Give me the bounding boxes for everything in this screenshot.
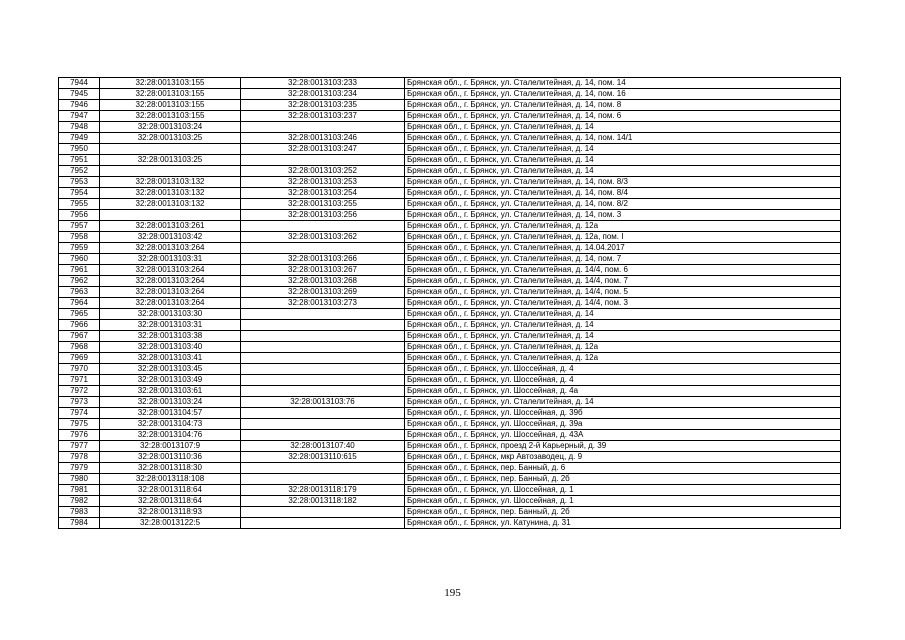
row-number-cell: 7957 — [59, 221, 100, 232]
table-row — [59, 496, 841, 507]
row-number-cell: 7977 — [59, 441, 100, 452]
row-number-cell: 7983 — [59, 507, 100, 518]
address-cell: Брянская обл., г. Брянск, ул. Шоссейная, д. 39а — [405, 419, 841, 430]
cadastral-number-cell: 32:28:0013118:64 — [100, 496, 241, 507]
table-row — [59, 210, 841, 221]
table-body — [59, 78, 841, 529]
row-number-cell: 7984 — [59, 518, 100, 529]
table-row — [59, 485, 841, 496]
row-number-cell: 7976 — [59, 430, 100, 441]
row-number-cell: 7972 — [59, 386, 100, 397]
row-number-cell: 7946 — [59, 100, 100, 111]
cadastral-number-cell: 32:28:0013103:155 — [100, 78, 241, 89]
table-row — [59, 309, 841, 320]
address-cell: Брянская обл., г. Брянск, ул. Шоссейная, д. 4 — [405, 364, 841, 375]
table-row — [59, 100, 841, 111]
address-cell: Брянская обл., г. Брянск, ул. Сталелитейная, д. 14/4, пом. 5 — [405, 287, 841, 298]
address-cell: Брянская обл., г. Брянск, ул. Сталелитейная, д. 12а — [405, 353, 841, 364]
table-row — [59, 375, 841, 386]
cadastral-number-cell: 32:28:0013103:132 — [100, 199, 241, 210]
row-number-cell: 7975 — [59, 419, 100, 430]
related-cadastral-number-cell — [241, 155, 405, 166]
cadastral-number-cell: 32:28:0013103:264 — [100, 243, 241, 254]
address-cell: Брянская обл., г. Брянск, ул. Сталелитейная, д. 14, пом. 7 — [405, 254, 841, 265]
related-cadastral-number-cell — [241, 364, 405, 375]
related-cadastral-number-cell — [241, 386, 405, 397]
row-number-cell: 7945 — [59, 89, 100, 100]
address-cell: Брянская обл., г. Брянск, пер. Банный, д. 2б — [405, 474, 841, 485]
table-row — [59, 89, 841, 100]
table-row — [59, 188, 841, 199]
address-cell: Брянская обл., г. Брянск, ул. Шоссейная, д. 4 — [405, 375, 841, 386]
table-row — [59, 232, 841, 243]
related-cadastral-number-cell: 32:28:0013118:179 — [241, 485, 405, 496]
table-row — [59, 386, 841, 397]
cadastral-number-cell: 32:28:0013103:38 — [100, 331, 241, 342]
table-row — [59, 287, 841, 298]
table-row — [59, 331, 841, 342]
address-cell: Брянская обл., г. Брянск, ул. Сталелитейная, д. 14 — [405, 397, 841, 408]
row-number-cell: 7956 — [59, 210, 100, 221]
related-cadastral-number-cell: 32:28:0013103:247 — [241, 144, 405, 155]
related-cadastral-number-cell: 32:28:0013103:273 — [241, 298, 405, 309]
row-number-cell: 7967 — [59, 331, 100, 342]
address-cell: Брянская обл., г. Брянск, ул. Катунина, д. 31 — [405, 518, 841, 529]
row-number-cell: 7966 — [59, 320, 100, 331]
row-number-cell: 7961 — [59, 265, 100, 276]
related-cadastral-number-cell — [241, 342, 405, 353]
cadastral-number-cell: 32:28:0013122:5 — [100, 518, 241, 529]
cadastral-number-cell: 32:28:0013118:93 — [100, 507, 241, 518]
table-row — [59, 408, 841, 419]
related-cadastral-number-cell: 32:28:0013103:266 — [241, 254, 405, 265]
address-cell: Брянская обл., г. Брянск, ул. Сталелитейная, д. 14 — [405, 144, 841, 155]
row-number-cell: 7964 — [59, 298, 100, 309]
cadastral-number-cell — [100, 210, 241, 221]
address-cell: Брянская обл., г. Брянск, ул. Сталелитейная, д. 14, пом. 3 — [405, 210, 841, 221]
row-number-cell: 7951 — [59, 155, 100, 166]
address-cell: Брянская обл., г. Брянск, ул. Сталелитейная, д. 14, пом. 8 — [405, 100, 841, 111]
cadastral-number-cell: 32:28:0013103:41 — [100, 353, 241, 364]
row-number-cell: 7974 — [59, 408, 100, 419]
row-number-cell: 7960 — [59, 254, 100, 265]
related-cadastral-number-cell — [241, 507, 405, 518]
cadastral-number-cell: 32:28:0013107:9 — [100, 441, 241, 452]
address-cell: Брянская обл., г. Брянск, пер. Банный, д. 2б — [405, 507, 841, 518]
row-number-cell: 7954 — [59, 188, 100, 199]
address-cell: Брянская обл., г. Брянск, ул. Шоссейная, д. 4а — [405, 386, 841, 397]
related-cadastral-number-cell: 32:28:0013118:182 — [241, 496, 405, 507]
cadastral-number-cell: 32:28:0013103:49 — [100, 375, 241, 386]
cadastral-number-cell: 32:28:0013103:24 — [100, 122, 241, 133]
related-cadastral-number-cell: 32:28:0013103:262 — [241, 232, 405, 243]
row-number-cell: 7959 — [59, 243, 100, 254]
cadastral-number-cell: 32:28:0013103:155 — [100, 89, 241, 100]
related-cadastral-number-cell — [241, 474, 405, 485]
row-number-cell: 7968 — [59, 342, 100, 353]
property-registry-table — [58, 77, 841, 529]
cadastral-number-cell — [100, 144, 241, 155]
cadastral-number-cell: 32:28:0013103:155 — [100, 111, 241, 122]
row-number-cell: 7979 — [59, 463, 100, 474]
related-cadastral-number-cell: 32:28:0013103:253 — [241, 177, 405, 188]
cadastral-number-cell: 32:28:0013103:264 — [100, 298, 241, 309]
address-cell: Брянская обл., г. Брянск, ул. Сталелитейная, д. 14/4, пом. 7 — [405, 276, 841, 287]
row-number-cell: 7952 — [59, 166, 100, 177]
cadastral-number-cell: 32:28:0013103:25 — [100, 155, 241, 166]
table-row — [59, 155, 841, 166]
table-row — [59, 353, 841, 364]
table-row — [59, 397, 841, 408]
table-row — [59, 474, 841, 485]
cadastral-number-cell: 32:28:0013103:42 — [100, 232, 241, 243]
row-number-cell: 7947 — [59, 111, 100, 122]
table-row — [59, 122, 841, 133]
address-cell: Брянская обл., г. Брянск, ул. Шоссейная, д. 1 — [405, 496, 841, 507]
address-cell: Брянская обл., г. Брянск, ул. Сталелитейная, д. 14 — [405, 122, 841, 133]
cadastral-number-cell — [100, 166, 241, 177]
address-cell: Брянская обл., г. Брянск, ул. Сталелитейная, д. 14, пом. 8/3 — [405, 177, 841, 188]
related-cadastral-number-cell: 32:28:0013103:237 — [241, 111, 405, 122]
cadastral-number-cell: 32:28:0013104:57 — [100, 408, 241, 419]
table-row — [59, 254, 841, 265]
related-cadastral-number-cell: 32:28:0013103:233 — [241, 78, 405, 89]
cadastral-number-cell: 32:28:0013103:25 — [100, 133, 241, 144]
related-cadastral-number-cell: 32:28:0013103:269 — [241, 287, 405, 298]
address-cell: Брянская обл., г. Брянск, ул. Сталелитейная, д. 14 — [405, 309, 841, 320]
address-cell: Брянская обл., г. Брянск, ул. Сталелитейная, д. 14 — [405, 331, 841, 342]
related-cadastral-number-cell — [241, 309, 405, 320]
table-row — [59, 265, 841, 276]
related-cadastral-number-cell — [241, 408, 405, 419]
related-cadastral-number-cell: 32:28:0013107:40 — [241, 441, 405, 452]
row-number-cell: 7971 — [59, 375, 100, 386]
address-cell: Брянская обл., г. Брянск, пер. Банный, д. 6 — [405, 463, 841, 474]
row-number-cell: 7958 — [59, 232, 100, 243]
related-cadastral-number-cell: 32:28:0013103:246 — [241, 133, 405, 144]
table-row — [59, 276, 841, 287]
cadastral-number-cell: 32:28:0013103:31 — [100, 320, 241, 331]
cadastral-number-cell: 32:28:0013103:264 — [100, 287, 241, 298]
cadastral-number-cell: 32:28:0013103:132 — [100, 177, 241, 188]
table-row — [59, 144, 841, 155]
table-row — [59, 298, 841, 309]
related-cadastral-number-cell: 32:28:0013103:254 — [241, 188, 405, 199]
related-cadastral-number-cell — [241, 430, 405, 441]
cadastral-number-cell: 32:28:0013103:40 — [100, 342, 241, 353]
address-cell: Брянская обл., г. Брянск, ул. Сталелитейная, д. 14 — [405, 166, 841, 177]
table-row — [59, 507, 841, 518]
cadastral-number-cell: 32:28:0013103:132 — [100, 188, 241, 199]
cadastral-number-cell: 32:28:0013118:30 — [100, 463, 241, 474]
table-row — [59, 342, 841, 353]
table-row — [59, 133, 841, 144]
row-number-cell: 7953 — [59, 177, 100, 188]
address-cell: Брянская обл., г. Брянск, ул. Сталелитейная, д. 14/4, пом. 6 — [405, 265, 841, 276]
table-row — [59, 518, 841, 529]
cadastral-number-cell: 32:28:0013103:261 — [100, 221, 241, 232]
table-row — [59, 419, 841, 430]
row-number-cell: 7962 — [59, 276, 100, 287]
address-cell: Брянская обл., г. Брянск, ул. Сталелитейная, д. 14, пом. 14 — [405, 78, 841, 89]
page-number: 195 — [444, 587, 461, 599]
address-cell: Брянская обл., г. Брянск, ул. Сталелитейная, д. 12а — [405, 221, 841, 232]
related-cadastral-number-cell — [241, 243, 405, 254]
address-cell: Брянская обл., г. Брянск, ул. Сталелитейная, д. 12а, пом. I — [405, 232, 841, 243]
related-cadastral-number-cell: 32:28:0013103:255 — [241, 199, 405, 210]
cadastral-number-cell: 32:28:0013103:61 — [100, 386, 241, 397]
row-number-cell: 7949 — [59, 133, 100, 144]
row-number-cell: 7969 — [59, 353, 100, 364]
related-cadastral-number-cell — [241, 463, 405, 474]
row-number-cell: 7963 — [59, 287, 100, 298]
table-row — [59, 78, 841, 89]
address-cell: Брянская обл., г. Брянск, мкр Автозаводец, д. 9 — [405, 452, 841, 463]
related-cadastral-number-cell — [241, 122, 405, 133]
address-cell: Брянская обл., г. Брянск, проезд 2-й Карьерный, д. 39 — [405, 441, 841, 452]
address-cell: Брянская обл., г. Брянск, ул. Сталелитейная, д. 14 — [405, 320, 841, 331]
table-row — [59, 243, 841, 254]
row-number-cell: 7948 — [59, 122, 100, 133]
address-cell: Брянская обл., г. Брянск, ул. Сталелитейная, д. 14, пом. 8/2 — [405, 199, 841, 210]
address-cell: Брянская обл., г. Брянск, ул. Шоссейная, д. 43А — [405, 430, 841, 441]
related-cadastral-number-cell — [241, 419, 405, 430]
address-cell: Брянская обл., г. Брянск, ул. Шоссейная, д. 39б — [405, 408, 841, 419]
related-cadastral-number-cell: 32:28:0013103:252 — [241, 166, 405, 177]
table-row — [59, 441, 841, 452]
related-cadastral-number-cell — [241, 518, 405, 529]
address-cell: Брянская обл., г. Брянск, ул. Сталелитейная, д. 14/4, пом. 3 — [405, 298, 841, 309]
address-cell: Брянская обл., г. Брянск, ул. Шоссейная, д. 1 — [405, 485, 841, 496]
related-cadastral-number-cell: 32:28:0013103:268 — [241, 276, 405, 287]
row-number-cell: 7944 — [59, 78, 100, 89]
cadastral-number-cell: 32:28:0013103:30 — [100, 309, 241, 320]
cadastral-number-cell: 32:28:0013103:155 — [100, 100, 241, 111]
address-cell: Брянская обл., г. Брянск, ул. Сталелитейная, д. 14, пом. 16 — [405, 89, 841, 100]
cadastral-number-cell: 32:28:0013110:36 — [100, 452, 241, 463]
cadastral-number-cell: 32:28:0013103:264 — [100, 265, 241, 276]
cadastral-number-cell: 32:28:0013103:24 — [100, 397, 241, 408]
cadastral-number-cell: 32:28:0013103:264 — [100, 276, 241, 287]
related-cadastral-number-cell: 32:28:0013103:76 — [241, 397, 405, 408]
row-number-cell: 7981 — [59, 485, 100, 496]
row-number-cell: 7978 — [59, 452, 100, 463]
related-cadastral-number-cell — [241, 320, 405, 331]
row-number-cell: 7955 — [59, 199, 100, 210]
table-row — [59, 199, 841, 210]
table-row — [59, 177, 841, 188]
address-cell: Брянская обл., г. Брянск, ул. Сталелитейная, д. 14, пом. 14/1 — [405, 133, 841, 144]
related-cadastral-number-cell: 32:28:0013103:256 — [241, 210, 405, 221]
related-cadastral-number-cell — [241, 375, 405, 386]
cadastral-number-cell: 32:28:0013118:108 — [100, 474, 241, 485]
table-row — [59, 221, 841, 232]
row-number-cell: 7980 — [59, 474, 100, 485]
table-row — [59, 111, 841, 122]
row-number-cell: 7973 — [59, 397, 100, 408]
address-cell: Брянская обл., г. Брянск, ул. Сталелитейная, д. 14 — [405, 155, 841, 166]
address-cell: Брянская обл., г. Брянск, ул. Сталелитейная, д. 14, пом. 8/4 — [405, 188, 841, 199]
cadastral-number-cell: 32:28:0013103:45 — [100, 364, 241, 375]
related-cadastral-number-cell: 32:28:0013103:235 — [241, 100, 405, 111]
cadastral-number-cell: 32:28:0013103:31 — [100, 254, 241, 265]
row-number-cell: 7970 — [59, 364, 100, 375]
row-number-cell: 7965 — [59, 309, 100, 320]
related-cadastral-number-cell — [241, 331, 405, 342]
cadastral-number-cell: 32:28:0013104:73 — [100, 419, 241, 430]
related-cadastral-number-cell: 32:28:0013110:615 — [241, 452, 405, 463]
table-row — [59, 452, 841, 463]
table-row — [59, 166, 841, 177]
table-row — [59, 430, 841, 441]
related-cadastral-number-cell — [241, 353, 405, 364]
related-cadastral-number-cell — [241, 221, 405, 232]
row-number-cell: 7982 — [59, 496, 100, 507]
table-row — [59, 463, 841, 474]
related-cadastral-number-cell: 32:28:0013103:234 — [241, 89, 405, 100]
related-cadastral-number-cell: 32:28:0013103:267 — [241, 265, 405, 276]
table-row — [59, 320, 841, 331]
cadastral-number-cell: 32:28:0013118:64 — [100, 485, 241, 496]
cadastral-number-cell: 32:28:0013104:76 — [100, 430, 241, 441]
address-cell: Брянская обл., г. Брянск, ул. Сталелитейная, д. 14.04.2017 — [405, 243, 841, 254]
row-number-cell: 7950 — [59, 144, 100, 155]
address-cell: Брянская обл., г. Брянск, ул. Сталелитейная, д. 14, пом. 6 — [405, 111, 841, 122]
table-row — [59, 364, 841, 375]
address-cell: Брянская обл., г. Брянск, ул. Сталелитейная, д. 12а — [405, 342, 841, 353]
